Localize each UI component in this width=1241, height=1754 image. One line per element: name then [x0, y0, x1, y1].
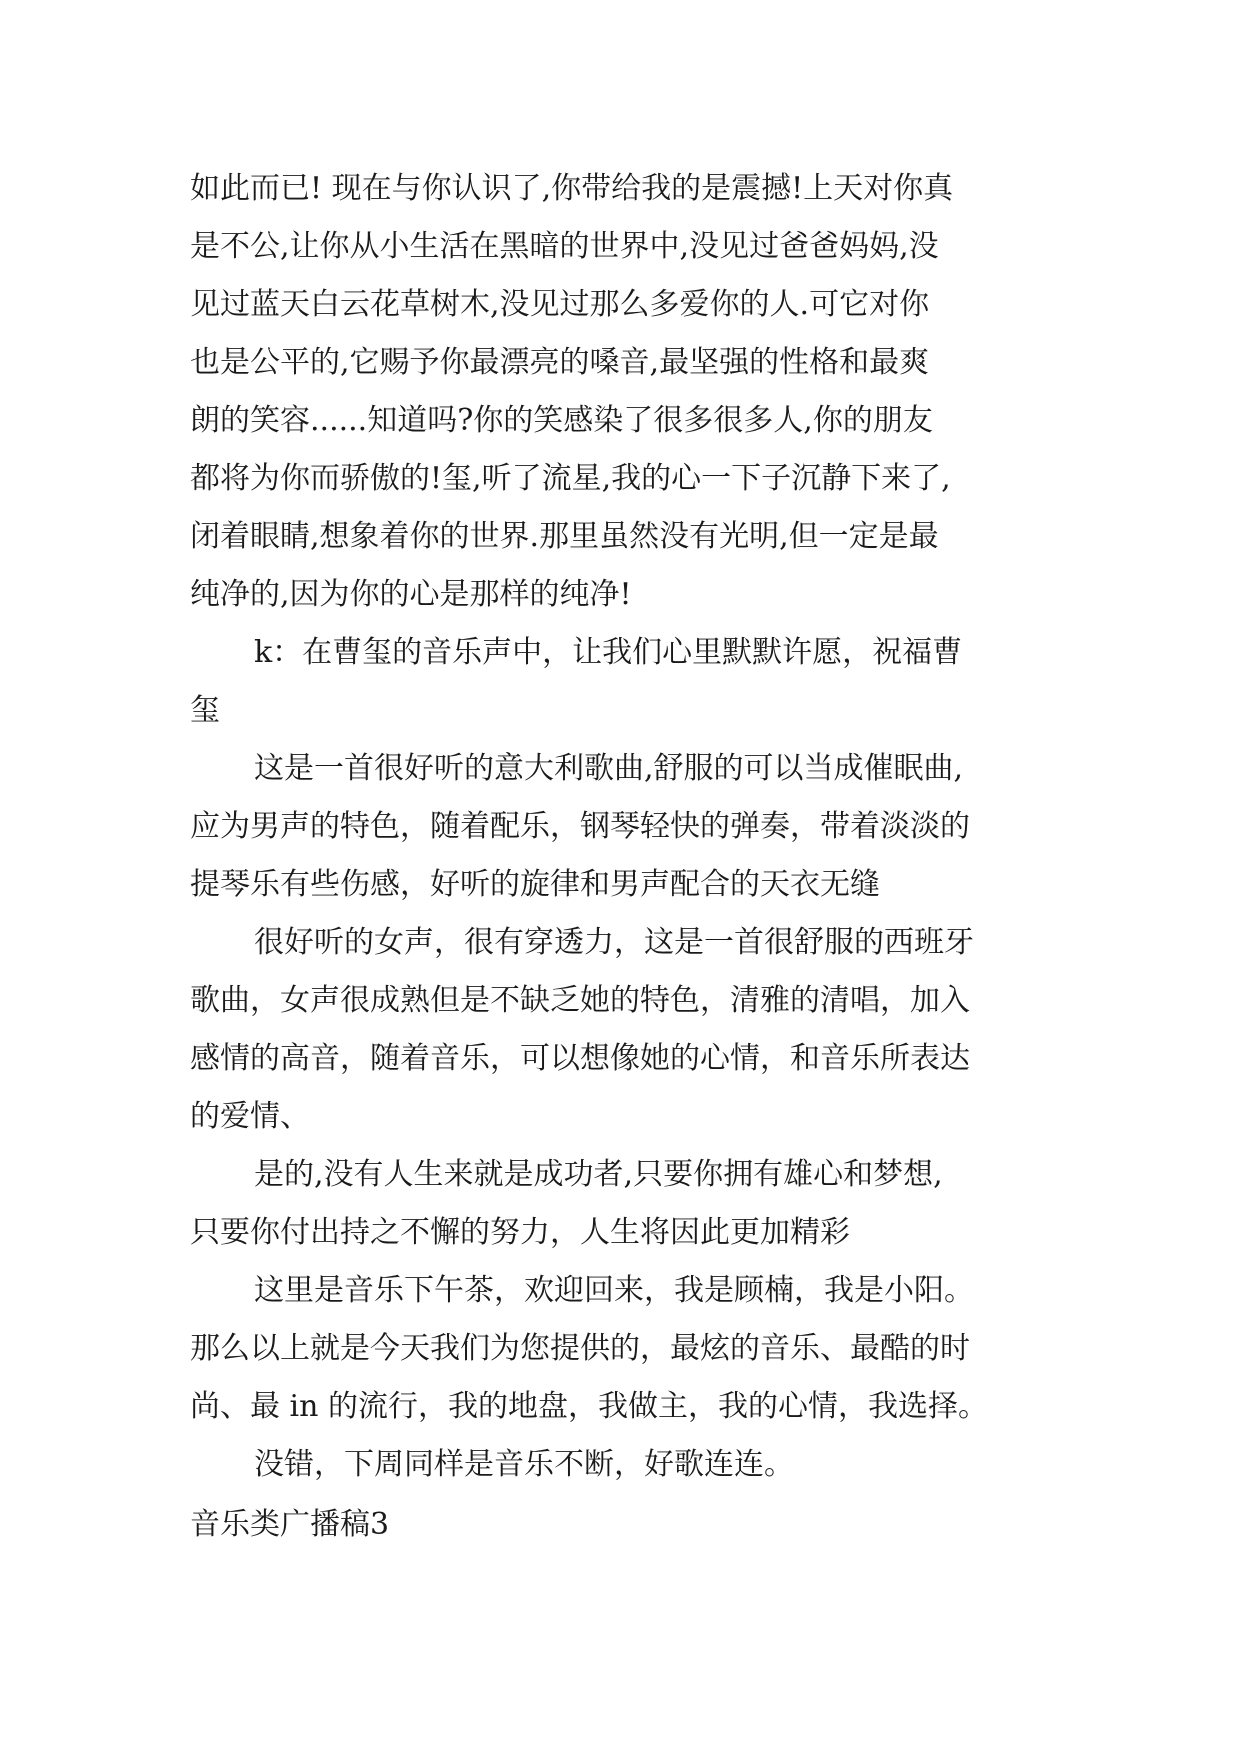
body-line: 那么以上就是今天我们为您提供的，最炫的音乐、最酷的时: [190, 1331, 970, 1366]
body-line: 歌曲，女声很成熟但是不缺乏她的特色，清雅的清唱，加入: [190, 983, 970, 1018]
body-line: 感情的高音，随着音乐，可以想像她的心情，和音乐所表达: [190, 1041, 970, 1076]
paragraph-start-line: k：在曹玺的音乐声中，让我们心里默默许愿，祝福曹: [254, 635, 963, 670]
paragraph-start-line: 没错，下周同样是音乐不断，好歌连连。: [254, 1447, 794, 1482]
body-line: 应为男声的特色，随着配乐，钢琴轻快的弹奏，带着淡淡的: [190, 809, 970, 844]
body-line: 都将为你而骄傲的!玺,听了流星,我的心一下子沉静下来了,: [190, 461, 951, 496]
body-line: 提琴乐有些伤感，好听的旋律和男声配合的天衣无缝: [190, 867, 880, 902]
body-line: 玺: [190, 693, 220, 728]
paragraph-start-line: 这是一首很好听的意大利歌曲,舒服的可以当成催眠曲,: [254, 751, 964, 786]
paragraph-start-line: 这里是音乐下午茶，欢迎回来，我是顾楠，我是小阳。: [254, 1273, 974, 1308]
body-line: 尚、最 in 的流行，我的地盘，我做主，我的心情，我选择。: [190, 1389, 988, 1424]
body-line: 如此而已! 现在与你认识了,你带给我的是震撼!上天对你真: [190, 171, 954, 206]
body-line: 朗的笑容......知道吗?你的笑感染了很多很多人,你的朋友: [190, 403, 933, 438]
paragraph-start-line: 很好听的女声，很有穿透力，这是一首很舒服的西班牙: [254, 925, 974, 960]
paragraph-start-line: 是的,没有人生来就是成功者,只要你拥有雄心和梦想,: [254, 1157, 943, 1192]
body-line: 闭着眼睛,想象着你的世界.那里虽然没有光明,但一定是最: [190, 519, 939, 554]
body-line: 是不公,让你从小生活在黑暗的世界中,没见过爸爸妈妈,没: [190, 229, 939, 264]
body-line: 也是公平的,它赐予你最漂亮的嗓音,最坚强的性格和最爽: [190, 345, 930, 380]
body-line: 的爱情、: [190, 1099, 310, 1134]
section-heading: 音乐类广播稿3: [190, 1507, 390, 1542]
body-line: 见过蓝天白云花草树木,没见过那么多爱你的人.可它对你: [190, 287, 930, 322]
body-line: 纯净的,因为你的心是那样的纯净!: [190, 577, 632, 612]
document-body: [190, 160, 1050, 1554]
body-line: 只要你付出持之不懈的努力，人生将因此更加精彩: [190, 1215, 850, 1250]
